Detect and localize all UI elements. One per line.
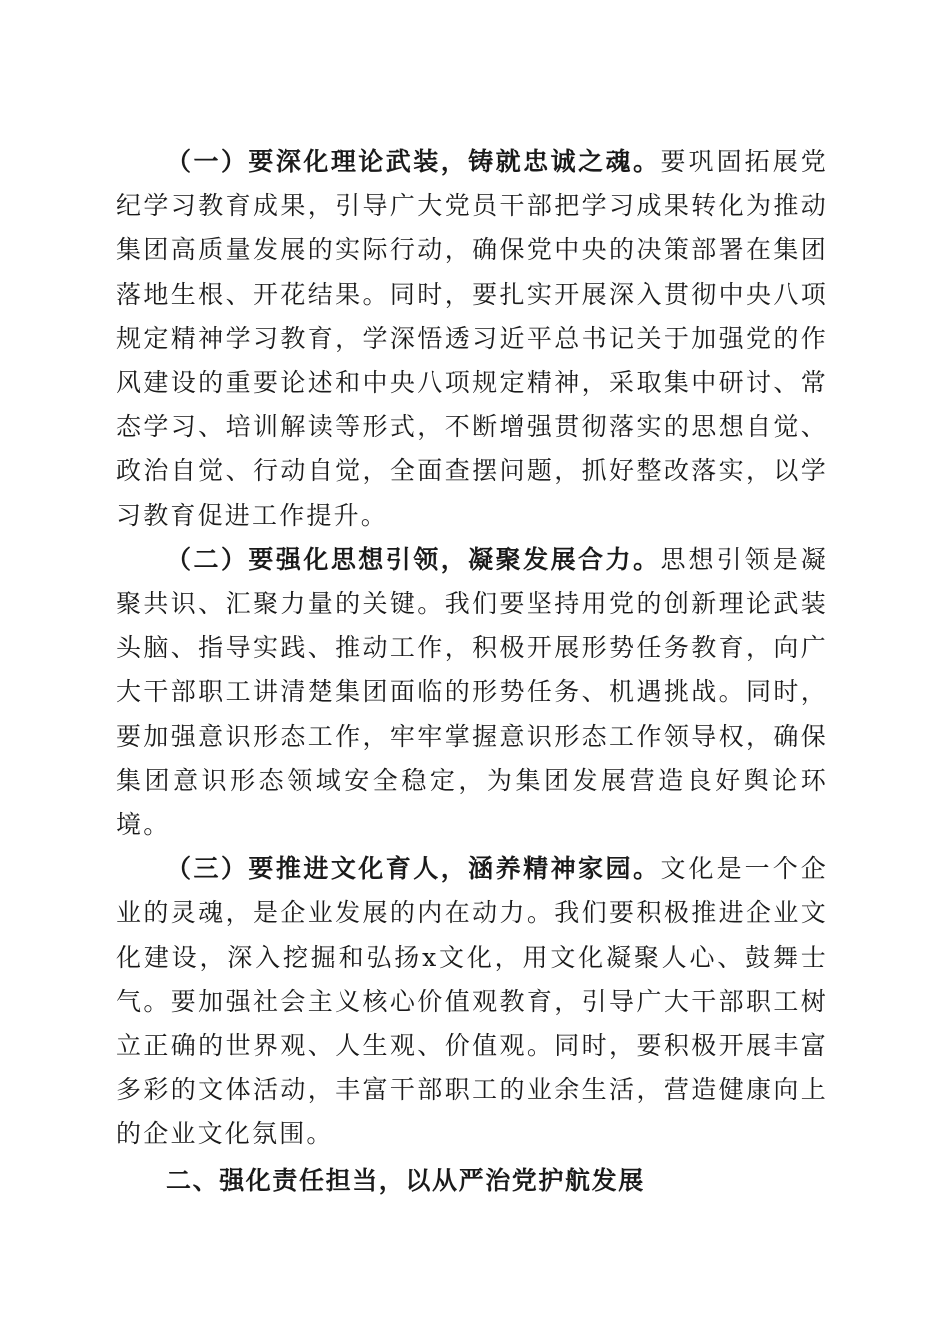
- paragraph-2-lead: （二）要强化思想引领，凝聚发展合力。: [166, 544, 661, 574]
- paragraph-2: [116, 538, 828, 847]
- document-body: [116, 140, 828, 1203]
- paragraph-3-body: 文化是一个企业的灵魂，是企业发展的内在动力。我们要积极推进企业文化建设，深入挖掘和弘扬x文化，用文化凝聚人心、鼓舞士气。要加强社会主义核心价值观教育，引导广大干部职工树立正确的世界观、人生观、价值观。同时，要积极开展丰富多彩的文体活动，丰富干部职工的业余生活，营造健康向上的企业文化氛围。: [116, 854, 828, 1149]
- paragraph-3: [116, 847, 828, 1156]
- section-heading: 二、强化责任担当，以从严治党护航发展: [166, 1165, 645, 1195]
- paragraph-2-body: 思想引领是凝聚共识、汇聚力量的关键。我们要坚持用党的创新理论武装头脑、指导实践、推动工作，积极开展形势任务教育，向广大干部职工讲清楚集团面临的形势任务、机遇挑战。同时，要加强意识形态工作，牢牢掌握意识形态工作领导权，确保集团意识形态领域安全稳定，为集团发展营造良好舆论环境。: [116, 544, 828, 840]
- paragraph-1-body: 要巩固拓展党纪学习教育成果，引导广大党员干部把学习成果转化为推动集团高质量发展的实际行动，确保党中央的决策部署在集团落地生根、开花结果。同时，要扎实开展深入贯彻中央八项规定精神学习教育，学深悟透习近平总书记关于加强党的作风建设的重要论述和中央八项规定精神，采取集中研讨、常态学习、培训解读等形式，不断增强贯彻落实的思想自觉、政治自觉、行动自觉，全面查摆问题，抓好整改落实，以学习教育促进工作提升。: [116, 147, 828, 530]
- paragraph-3-lead: （三）要推进文化育人，涵养精神家园。: [166, 854, 661, 884]
- paragraph-1-lead: （一）要深化理论武装，铸就忠诚之魂。: [166, 147, 661, 176]
- paragraph-1: [116, 140, 828, 538]
